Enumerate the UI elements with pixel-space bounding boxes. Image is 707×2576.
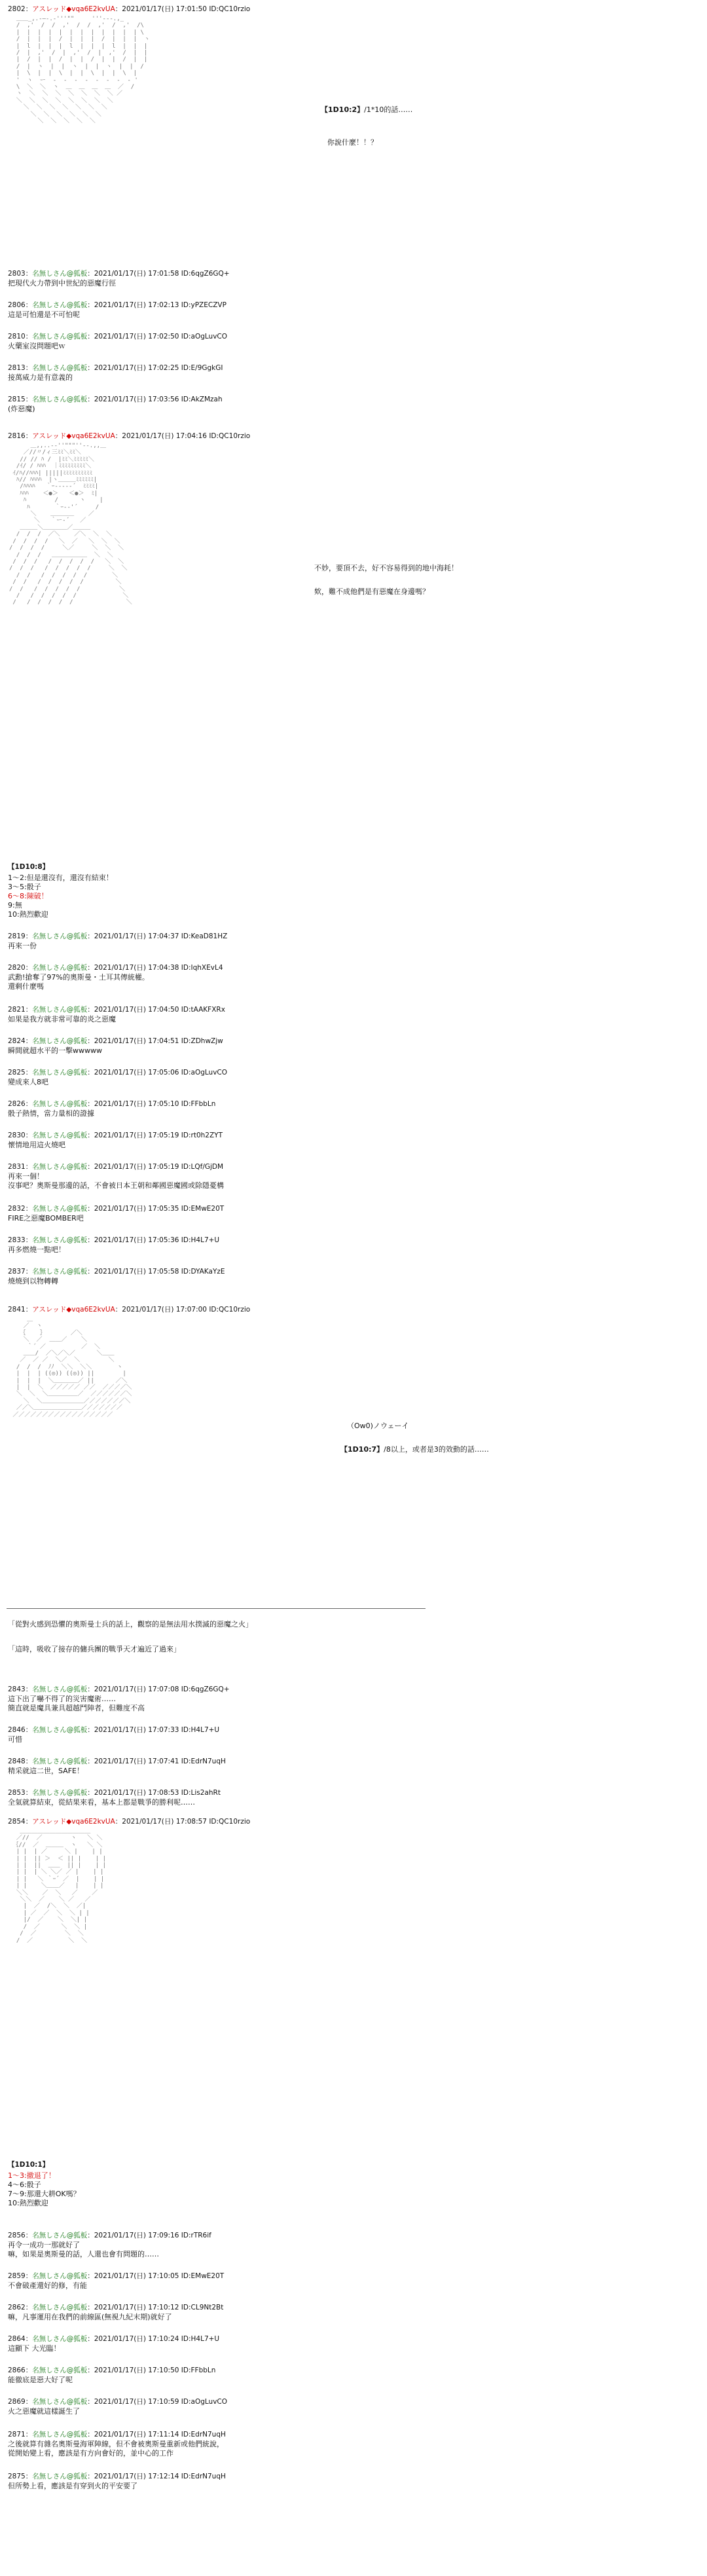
post-header: 2802：アスレッド◆vqa6E2kvUA：2021/01/17(日) 17:01:50 ID:QC10rzio [8,5,251,13]
post-body: 懷情地用這火燒吧 [8,1141,65,1149]
dice-item: 9:無 [8,901,22,910]
divider [7,1608,426,1609]
post-header: 2859：名無しさん@狐板：2021/01/17(日) 17:10:05 ID:EMwE20T [8,2272,225,2280]
post-body: 武勳!搶奪了97%的奧斯曼・土耳其傳統權。 [8,973,149,982]
post-header: 2816：アスレッド◆vqa6E2kvUA：2021/01/17(日) 17:04:16 ID:QC10rzio [8,432,251,440]
post-header: 2837：名無しさん@狐板：2021/01/17(日) 17:05:58 ID:DYAKaYzE [8,1268,225,1276]
post-header: 2848：名無しさん@狐板：2021/01/17(日) 17:07:41 ID:EdrN7uqH [8,1757,226,1765]
post-header: 2869：名無しさん@狐板：2021/01/17(日) 17:10:59 ID:aOgLuvCO [8,2398,228,2406]
dice-item: 3〜5:骰子 [8,883,41,891]
side-text: 【1D10:2】/1*10的話…… [321,105,413,114]
post-body: 骰子熱情，當力量相的證據 [8,1109,94,1118]
post-body: 接萬威力是有意義的 [8,373,73,382]
side-text: 你說什麼！！？ [327,138,378,147]
dice-item: 6〜8:陳破！ [8,892,48,900]
dice-header: 【1D10:1】 [8,2161,50,2169]
post-header: 2846：名無しさん@狐板：2021/01/17(日) 17:07:33 ID:H4L7+U [8,1726,220,1734]
post-body: 燒燒到以物轉轉 [8,1277,58,1285]
side-text: 欸，難不成他們是有惡魔在身邊嗎？ [314,587,429,596]
post-header: 2875：名無しさん@狐板：2021/01/17(日) 17:12:14 ID:EdrN7uqH [8,2473,226,2480]
post-header: 2821：名無しさん@狐板：2021/01/17(日) 17:04:50 ID:tAAKFXRx [8,1006,225,1014]
post-header: 2825：名無しさん@狐板：2021/01/17(日) 17:05:06 ID:aOgLuvCO [8,1069,228,1076]
post-header: 2866：名無しさん@狐板：2021/01/17(日) 17:10:50 ID:FFbbLn [8,2366,216,2374]
dice-item: 10:熱烈歡迎 [8,2199,48,2207]
post-header: 2831：名無しさん@狐板：2021/01/17(日) 17:05:19 ID:LQf/GjDM [8,1163,224,1171]
post-body: 把現代火力帶到中世紀的惡魔行徑 [8,279,116,287]
post-body: 火之惡魔就這樣誕生了 [8,2407,80,2416]
post-body: 可惜 [8,1735,22,1744]
post-header: 2862：名無しさん@狐板：2021/01/17(日) 17:10:12 ID:CL9Nt2Bt [8,2304,224,2311]
post-body: 變成來人8吧 [8,1078,48,1086]
post-header: 2871：名無しさん@狐板：2021/01/17(日) 17:11:14 ID:EdrN7uqH [8,2431,226,2438]
dice-item: 7〜9:那還大耕OK嗎？ [8,2190,81,2198]
narration: 「從對火感到恐懼的奧斯曼士兵的話上，觀察的是無法用水撲滅的惡魔之火」 [8,1620,253,1628]
side-text: 不妙，要頂不去，好不容易得到的地中海耗！ [314,564,458,572]
post-body: 再來一個！ [8,1172,44,1181]
post-header: 2810：名無しさん@狐板：2021/01/17(日) 17:02:50 ID:aOgLuvCO [8,333,228,340]
dice-item: 1〜3:撤退了！ [8,2171,56,2180]
ascii-art-figure-2: ＿,,..-‐''"""''‐-.,,＿ ／//〃/ィ三ﾐﾐ＼ﾐﾐ＼ // // ﾊ / |ﾐﾐ＼ﾐﾐﾐﾐﾐ＼ /ｲ/ / ﾊﾊﾊ ｜ﾐﾐﾐﾐﾐﾐﾐﾐﾐ＼ ｲ/ﾊ//ﾊﾊﾊ| |||||ﾐﾐﾐﾐﾐﾐﾐﾐﾐﾐ ﾊ// ﾊﾊﾊﾊ |ヽ＿＿＿ﾐﾐﾐﾐﾐﾐ| /ﾊﾊﾊﾊ ｀ｰ---‐‐´ ﾐﾐﾐﾐ| ﾊﾊﾊ ＜●＞ ＜●＞ ﾐ| ﾊ / ヽ | ﾊ ｀ｰ‐‐'´ / ＼ ＿＿＿＿ ／ ＼ ｀ー‐´ ／ ＿＿＿＼＿＿＿＿／＿＿＿ / / / ／＼ ／＼ ＼ ＼ / / / / ＼ ／ ＼ ＼ ＼ / / / / ＼／ ＼ ＼ ＼ / / / ＿＿＿＿＿＿ ＼ ＼ / / / / / / / / ＼ ＼ / / / / / / / / ＼ ＼ / / / / / / / ＼ / / / / / / / ＼ / / / / / / / ＼ / / / / / / ＼ / / / / / / ＼ [9,443,132,606]
ascii-art-figure-3: ＿ ／ ヽ ｛ ｝ ／＼ ＼ ／ ＿＿／ ＼ ｀´ ／ ／ ＼ ＿＿/ ／＼／＼／ ＼＿＿ ／ ／ ／ ＼／ ＼ ＼ / / / ﾉﾉ ＼＼ ＼＼ ヽ | | | ((◎)) ((◎)) || | | | | ＼＿＿＿＿／ || ／＼ | | ＼ ／／／／／ ／／ ／／／／＼ ＼ ＼ ＼＿＿＿＿＿／ ／／／／／／＼ ＼ ＼＿＿＿＿＿＿＿／／／／／／／＼ ／／＼＿＿＿＿＿＿＿＿／／／／／／／ ／／／／／／／／／／／／／／／／／ [12,1316,132,1418]
dice-item: 10:熱烈歡迎 [8,910,48,919]
post-header: 2806：名無しさん@狐板：2021/01/17(日) 17:02:13 ID:yPZECZVP [8,301,227,309]
post-body: 全氣就算結束，從結果來看，基本上都是戰爭的勝利呢…… [8,1798,195,1807]
post-header: 2833：名無しさん@狐板：2021/01/17(日) 17:05:36 ID:H4L7+U [8,1236,220,1244]
post-header: 2853：名無しさん@狐板：2021/01/17(日) 17:08:53 ID:Lis2ahRt [8,1789,221,1797]
post-body: 之後就算有雜名奧斯曼海軍陣線，但不會被奧斯曼重新或他們統說， [8,2440,224,2448]
post-body: 如果是我方就非常可靠的炎之惡魔 [8,1015,116,1023]
post-body: 嘛，凡事運用在我們的前線區(無視九紀末期)就好了 [8,2313,172,2321]
post-header: 2856：名無しさん@狐板：2021/01/17(日) 17:09:16 ID:rTR6if [8,2232,211,2239]
post-header: 2864：名無しさん@狐板：2021/01/17(日) 17:10:24 ID:H4L7+U [8,2335,220,2343]
post-header: 2826：名無しさん@狐板：2021/01/17(日) 17:05:10 ID:FFbbLn [8,1100,216,1108]
post-header: 2843：名無しさん@狐板：2021/01/17(日) 17:07:08 ID:6qgZ6GQ+ [8,1685,230,1693]
dice-header: 【1D10:8】 [8,863,50,871]
post-header: 2803：名無しさん@狐板：2021/01/17(日) 17:01:58 ID:6qgZ6GQ+ [8,270,230,278]
post-body: 火藥室沒問題吧ｗ [8,342,65,350]
post-header: 2830：名無しさん@狐板：2021/01/17(日) 17:05:19 ID:rt0h2ZYT [8,1132,223,1139]
post-body: 再多燃燒一點吧！ [8,1245,65,1254]
post-header: 2819：名無しさん@狐板：2021/01/17(日) 17:04:37 ID:KeaD81HZ [8,932,228,940]
dice-item: 4〜6:骰子 [8,2180,41,2189]
post-body: FIRE之惡魔BOMBER吧 [8,1214,84,1223]
post-body: (炸惡魔) [8,405,35,413]
post-header: 2813：名無しさん@狐板：2021/01/17(日) 17:02:25 ID:E/9GgkGI [8,364,223,372]
post-header: 2854：アスレッド◆vqa6E2kvUA：2021/01/17(日) 17:08:57 ID:QC10rzio [8,1818,251,1826]
post-body: 再來一份 [8,942,37,950]
post-body: 不會破產還好的修，有能 [8,2281,87,2290]
post-body: 能徹底是惡大好了呢 [8,2376,73,2384]
ascii-art-figure-4: ＿＿＿＿＿＿＿＿＿＿＿＿ ／// ／ ヽ ＼ ＼ ｛// ／ ＿＿＿ ヽ ＼ ＼ | | | ／ ＼ | | | | | || ＞ ＜ || | | | | | || ＿＿ || | | | | | | ＼ ＼／ ／ | | | | | ＼ ｀ｰ´ ／ | | | | | ＼＿＿／ | | | ＼＼ ／ ＼ ／ ／ ＼＼ ／ ＼ ／ ／ | ／ /＼ ＼ ／| | ／ ／ ＼ ＼ | | |/ ／ ＼ ＼| | / ／ ＼ ＼ | / ／ ＼ ＼ / ／ ＼ ＼ [12,1828,107,1944]
post-body: 瞬間就超水平的一擊wwwww [8,1046,102,1055]
post-body: 沒事吧？奧斯曼那邊的話，不會被日本王朝和鄰國惡魔國或除隱憂構 [8,1181,224,1190]
post-body: 簡直就是魔具兼具超越鬥陣者，但難度不高 [8,1704,145,1712]
post-header: 2841：アスレッド◆vqa6E2kvUA：2021/01/17(日) 17:07:00 ID:QC10rzio [8,1306,251,1314]
side-text: 【1D10:7】/8以上，或者是3的效動的話…… [340,1445,489,1454]
post-header: 2832：名無しさん@狐板：2021/01/17(日) 17:05:35 ID:EMwE20T [8,1205,225,1213]
side-text: （Ow0)ノウェーイ [347,1422,409,1430]
post-body: 再令一成功一那就好了 [8,2241,80,2249]
post-body: 還剩什麼嗎 [8,982,44,991]
narration: 「這時，吸收了接存的傭兵團的戰爭天才遍近了過來」 [8,1645,181,1653]
ascii-art-figure-1: ＿＿_,.-―‐.-'''""￣￣￣'''‐--.,_ / ,' / / ,' / / ,' / ,' /\ | | | | | | | | | | | | \ / | | | / | | | / | | | ヽ | l | | | l | | | l | | | / | ,' / | ,' / | ,' / | | | / | | / | | / | | / | | / | ヽ | | ヽ | | ヽ | | / | \ | | \ | | \ | | \ | ' ヽ ー - ‐ ‐ ‐ ‐ ‐ ‐ ‐ ' \ ＼ ＼ ヽ ＿ ＿ ＿ ＿ ／ / ヽ ＼ ＼ ＼ ＼ ＼ ＼ ＼ ／ ＼ ＼ ＼ ＼ ＼ ＼ ＼ ＼ ＼ ＼ ＼ ＼ ＼ ＼ ＼ ＼ ＼ ＼ ＼ ＼ ＼ ＼ ＼ ＼ ＼ ＼ [16,16,150,125]
dice-item: 1〜2:但是還沒有，還沒有結束！ [8,874,113,882]
post-header: 2820：名無しさん@狐板：2021/01/17(日) 17:04:38 ID:IqhXEvL4 [8,964,223,972]
post-header: 2824：名無しさん@狐板：2021/01/17(日) 17:04:51 ID:ZDhwZjw [8,1037,223,1045]
post-body: 這顯下 大光臨！ [8,2344,61,2353]
post-body: 嘛，如果是奧斯曼的話，人還也會有問題的…… [8,2250,159,2258]
post-body: 從開始變上看，應該是有方向會好的，並中心的工作 [8,2449,173,2457]
post-body: 這是可怕還是不可怕呢 [8,310,80,319]
post-body: 精采就這二世，SAFE！ [8,1767,84,1775]
post-body: 這下出了嚇不得了的災害魔術…… [8,1695,116,1703]
post-header: 2815：名無しさん@狐板：2021/01/17(日) 17:03:56 ID:AkZMzah [8,396,223,403]
post-body: 但所勢上看，應該是有穿到火的平安要了 [8,2482,137,2490]
